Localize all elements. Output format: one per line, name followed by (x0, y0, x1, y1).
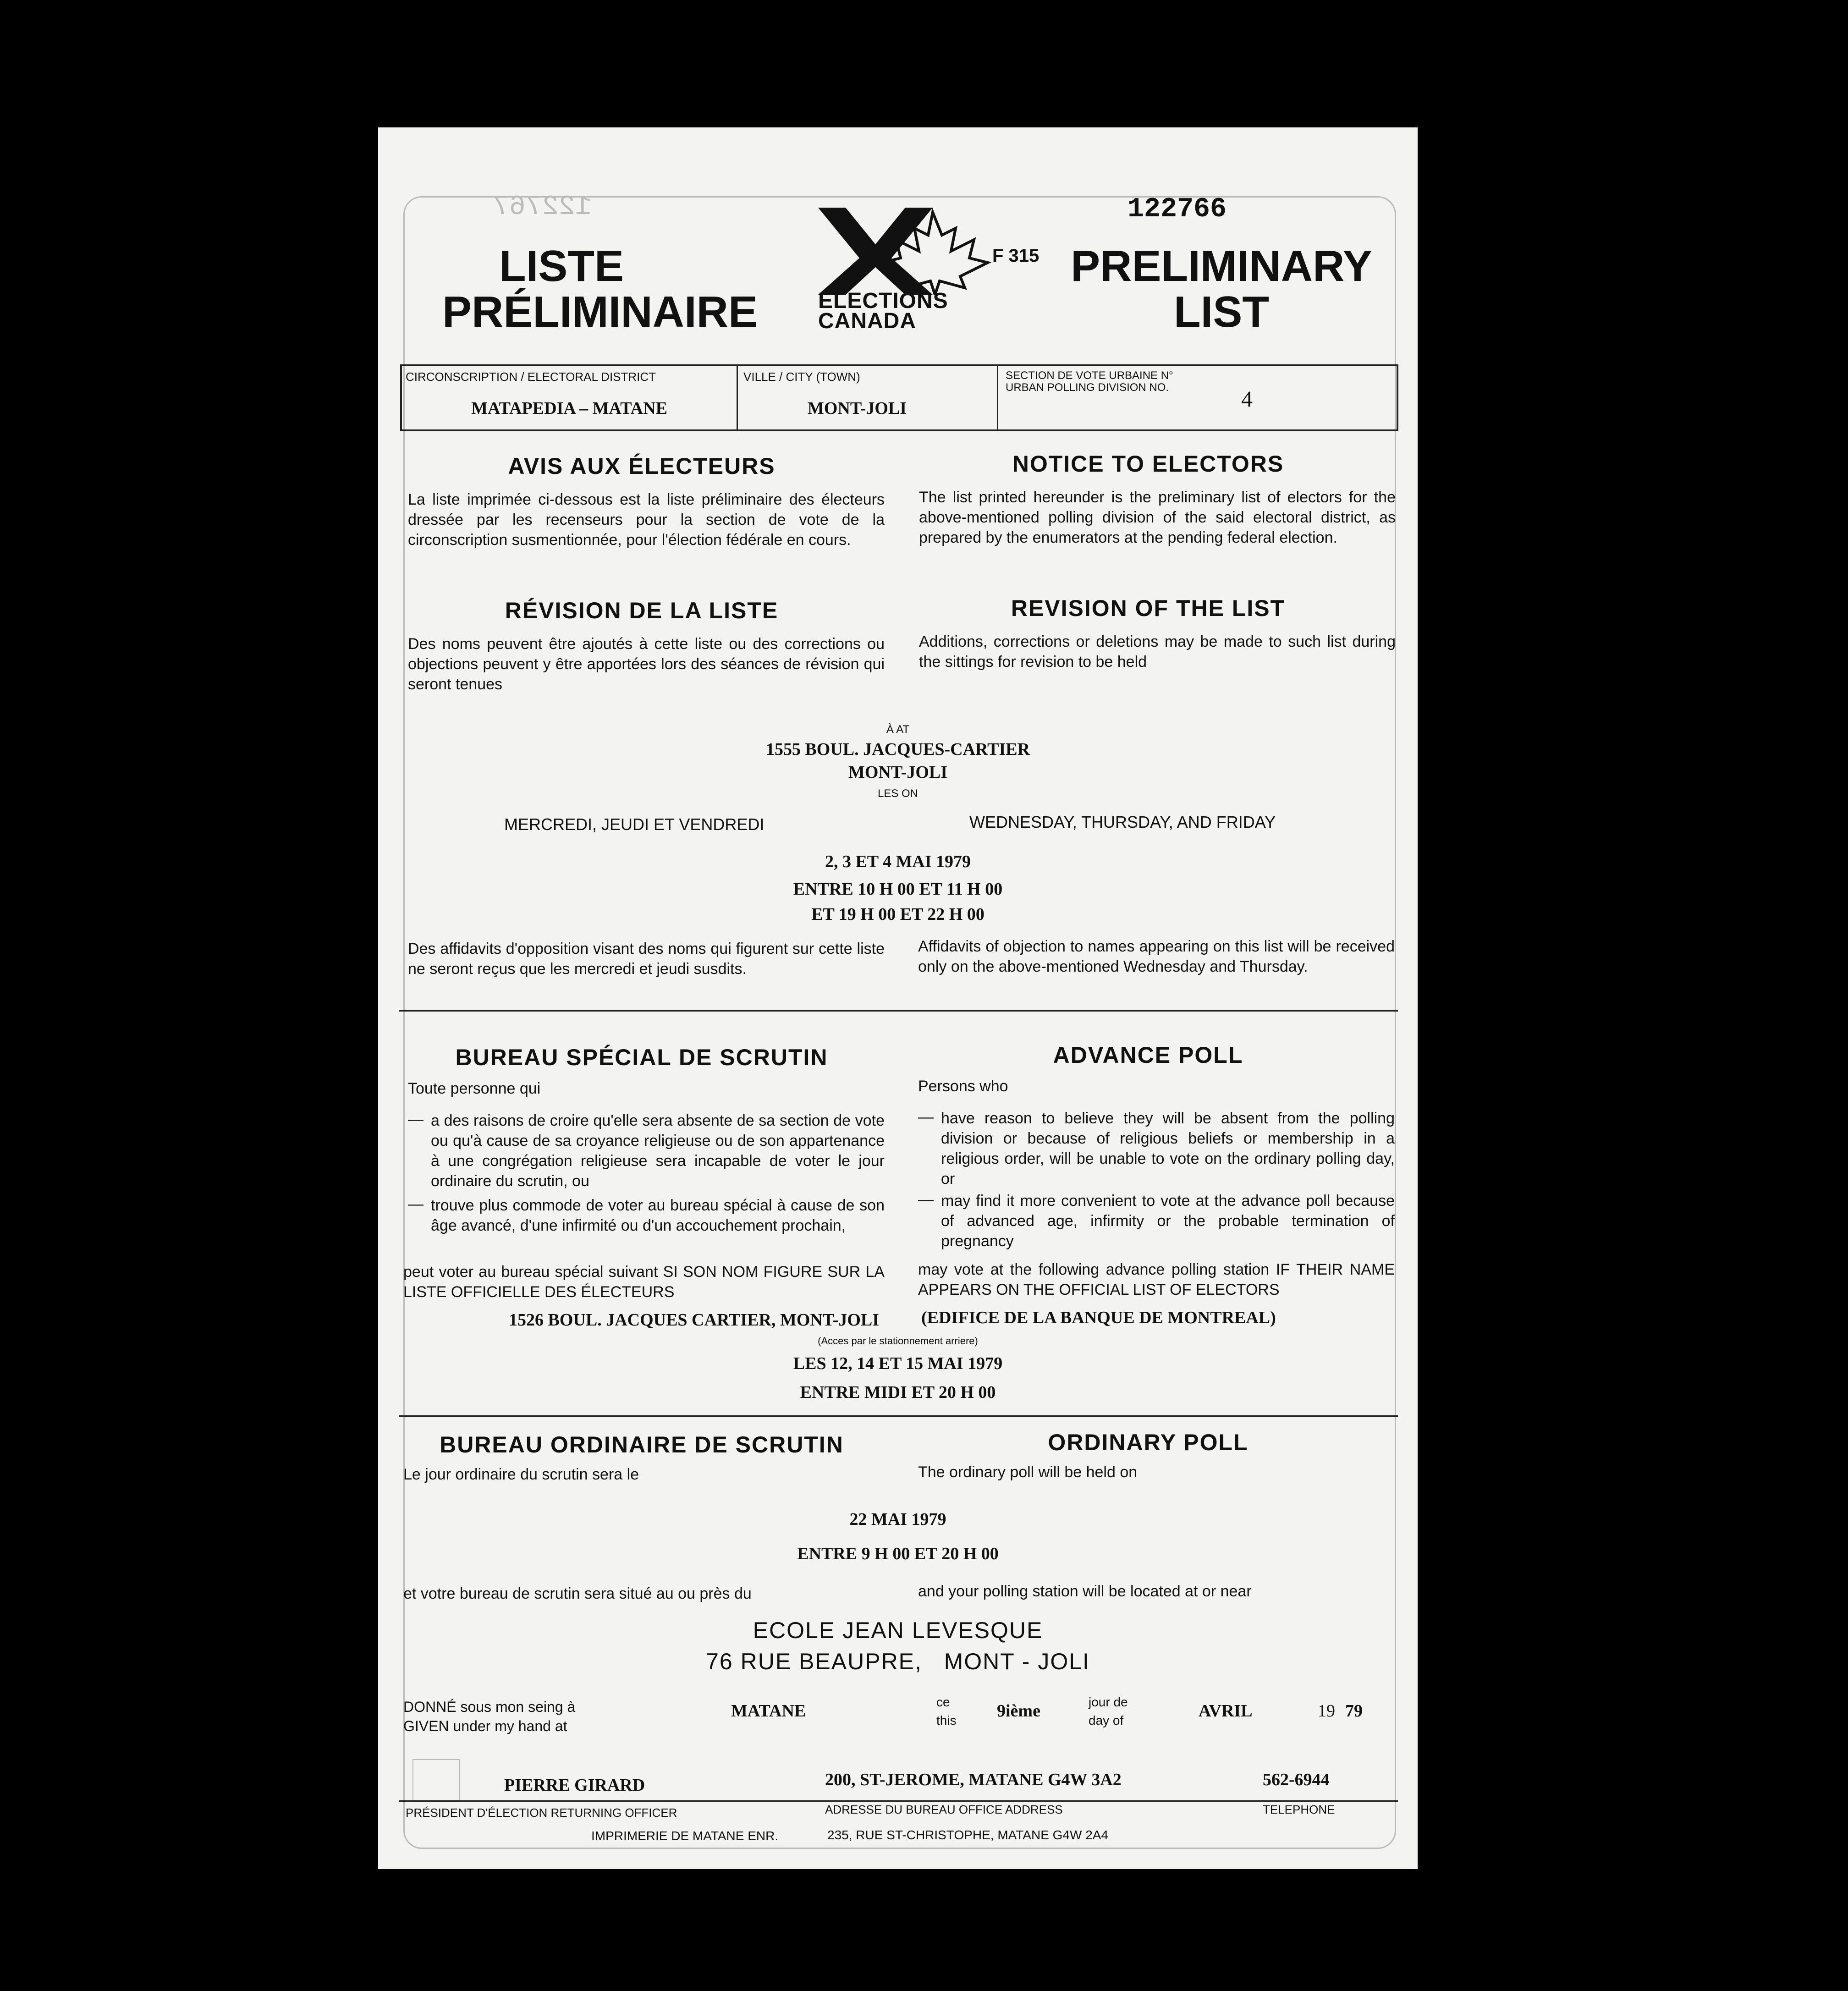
ghost-serial-number: 122767 (493, 192, 592, 223)
phone-label: TELEPHONE (1263, 1803, 1335, 1816)
office-phone: 562-6944 (1263, 1770, 1330, 1789)
bullet-dash-fr-1: — (408, 1111, 424, 1128)
revision-text-en: Additions, corrections or deletions may be made to such list during the sittings for revision to be held (919, 633, 1396, 671)
given-year-suffix: 79 (1345, 1701, 1363, 1721)
notice-text-en: The list printed hereunder is the preliminary list of electors for the above-mentioned polling division of the said electoral district, as prepared by the enumerators at the pending federal election. (919, 489, 1396, 546)
advance-intro-fr: Toute personne qui (408, 1080, 541, 1097)
this-label-fr: ce (936, 1695, 950, 1709)
revision-days-fr: MERCREDI, JEUDI ET VENDREDI (504, 815, 764, 834)
district-label: CIRCONSCRIPTION / ELECTORAL DISTRICT (406, 370, 656, 384)
revision-address-line1: 1555 BOUL. JACQUES-CARTIER (765, 740, 1030, 759)
revision-title-fr: RÉVISION DE LA LISTE (505, 598, 779, 623)
printer-name: IMPRIMERIE DE MATANE ENR. (591, 1829, 779, 1843)
advance-vote-en: may vote at the following advance polling station IF THEIR NAME APPEARS ON THE OFFICIAL LIST OF ELECTORS (918, 1261, 1395, 1298)
ordinary-intro-en: The ordinary poll will be held on (918, 1463, 1138, 1481)
affidavit-text-fr: Des affidavits d'opposition visant des noms qui figurent sur cette liste ne seront reçus que les mercredi et jeudi susdits. (408, 940, 885, 978)
title-en-line1: PRELIMINARY (1071, 242, 1372, 291)
advance-bullet1-en: have reason to believe they will be absent from the polling division or because of religious beliefs or membership in a religious order, will be unable to vote on the ordinary polling day, or (941, 1110, 1395, 1188)
ordinary-station-en: and your polling station will be located at or near (918, 1583, 1252, 1600)
notice-title-fr: AVIS AUX ÉLECTEURS (508, 453, 776, 479)
given-month: AVRIL (1199, 1701, 1253, 1721)
elections-canada-logo (818, 208, 992, 333)
title-fr-line2: PRÉLIMINAIRE (442, 287, 758, 336)
affidavit-text-en: Affidavits of objection to names appearing on this list will be received only on the above-mentioned Wednesday and Thursday. (918, 938, 1395, 975)
title-en-line2: LIST (1174, 287, 1269, 336)
given-label-en: GIVEN under my hand at (403, 1718, 567, 1734)
city-cell (738, 366, 998, 429)
logo-text-canada: CANADA (818, 309, 916, 333)
revision-time-2: ET 19 H 00 ET 22 H 00 (811, 905, 984, 924)
officer-name: PIERRE GIRARD (504, 1776, 645, 1795)
officer-label: PRÉSIDENT D'ÉLECTION RETURNING OFFICER (406, 1806, 677, 1820)
advance-vote-fr: peut voter au bureau spécial suivant SI SON NOM FIGURE SUR LA LISTE OFFICIELLE DES ÉLECTEURS (403, 1263, 885, 1301)
bullet-dash-en-1: — (918, 1108, 934, 1126)
revision-dates: 2, 3 ET 4 MAI 1979 (825, 852, 971, 871)
advance-time: ENTRE MIDI ET 20 H 00 (800, 1383, 996, 1402)
city-value: MONT-JOLI (807, 399, 907, 418)
maple-leaf-x-icon (818, 208, 992, 295)
printer-address: 235, RUE ST-CHRISTOPHE, MATANE G4W 2A4 (827, 1828, 1109, 1842)
advance-address: 1526 BOUL. JACQUES CARTIER, MONT-JOLI (509, 1310, 880, 1330)
signature-line (399, 1800, 1398, 1802)
given-year-prefix: 19 (1318, 1701, 1335, 1721)
revision-time-1: ENTRE 10 H 00 ET 11 H 00 (793, 880, 1003, 899)
notice-title-en: NOTICE TO ELECTORS (1012, 451, 1284, 477)
polling-place-name: ECOLE JEAN LEVESQUE (753, 1617, 1043, 1643)
division-label-fr: SECTION DE VOTE URBAINE N° (1006, 369, 1173, 382)
notice-text-fr: La liste imprimée ci-dessous est la liste préliminaire des électeurs dressée par les recenseurs pour la section de vote de la circonscription susmentionnée, pour l'élection fédérale en cours. (408, 491, 885, 549)
advance-dates: LES 12, 14 ET 15 MAI 1979 (793, 1354, 1003, 1373)
revision-address-line2: MONT-JOLI (848, 763, 948, 782)
given-place: MATANE (731, 1701, 806, 1721)
ordinary-time: ENTRE 9 H 00 ET 20 H 00 (797, 1544, 999, 1563)
revision-text-fr: Des noms peuvent être ajoutés à cette liste ou des corrections ou objections peuvent y être apportées lors des séances de révision qui seront tenues (408, 635, 885, 693)
advance-intro-en: Persons who (918, 1078, 1008, 1095)
section-divider-1 (399, 1010, 1398, 1012)
division-cell (998, 366, 1392, 429)
district-cell (402, 366, 738, 429)
bullet-dash-en-2: — (918, 1191, 934, 1208)
advance-bullet2-fr: trouve plus commode de voter au bureau spécial à cause de son âge avancé, d'une infirmité ou d'un accouchement prochain, (431, 1197, 885, 1234)
revision-days-en: WEDNESDAY, THURSDAY, AND FRIDAY (969, 813, 1276, 831)
ordinary-title-en: ORDINARY POLL (1048, 1430, 1248, 1455)
title-fr-line1: LISTE (499, 242, 624, 291)
revision-title-en: REVISION OF THE LIST (1011, 595, 1286, 621)
polling-place-address: 76 RUE BEAUPRE, MONT - JOLI (706, 1649, 1090, 1674)
revision-at-label: À AT (886, 723, 910, 736)
faint-stamp-box (412, 1759, 460, 1802)
city-label: VILLE / CITY (TOWN) (743, 370, 860, 384)
advance-bullet1-fr: a des raisons de croire qu'elle sera absente de sa section de vote ou qu'à cause de sa croyance religieuse ou de son appartenance à une congrégation religieuse sera incapable de voter le jour ordinaire du scrutin, ou (431, 1112, 885, 1190)
advance-title-en: ADVANCE POLL (1053, 1042, 1243, 1068)
ordinary-title-fr: BUREAU ORDINAIRE DE SCRUTIN (440, 1432, 844, 1458)
ordinary-station-fr: et votre bureau de scrutin sera situé au ou près du (403, 1585, 752, 1602)
logo-text-elections: ELECTIONS (818, 289, 948, 313)
serial-number: 122766 (1128, 194, 1227, 225)
advance-access-note: (Acces par le stationnement arriere) (818, 1335, 978, 1347)
office-address: 200, ST-JEROME, MATANE G4W 3A2 (825, 1770, 1122, 1789)
dayof-label-fr: jour de (1089, 1695, 1128, 1709)
this-label-en: this (936, 1713, 957, 1727)
given-day: 9ième (997, 1701, 1040, 1721)
ordinary-intro-fr: Le jour ordinaire du scrutin sera le (403, 1466, 639, 1483)
division-value: 4 (1241, 386, 1253, 412)
bullet-dash-fr-2: — (408, 1195, 424, 1213)
district-value: MATAPEDIA – MATANE (471, 399, 667, 418)
document-page (378, 127, 1418, 1869)
advance-building: (EDIFICE DE LA BANQUE DE MONTREAL) (921, 1308, 1276, 1327)
section-divider-2 (399, 1415, 1398, 1417)
advance-bullet2-en: may find it more convenient to vote at the advance poll because of advanced age, infirmity or the probable termination of pregnancy (941, 1192, 1395, 1250)
district-info-box (400, 364, 1398, 431)
advance-title-fr: BUREAU SPÉCIAL DE SCRUTIN (455, 1045, 828, 1070)
division-label-en: URBAN POLLING DIVISION NO. (1006, 381, 1169, 394)
form-code: F 315 (992, 246, 1040, 266)
office-address-label: ADRESSE DU BUREAU OFFICE ADDRESS (825, 1803, 1063, 1816)
revision-on-label: LES ON (877, 787, 918, 800)
dayof-label-en: day of (1089, 1713, 1124, 1727)
given-label-fr: DONNÉ sous mon seing à (403, 1699, 576, 1715)
ordinary-date: 22 MAI 1979 (849, 1510, 946, 1529)
